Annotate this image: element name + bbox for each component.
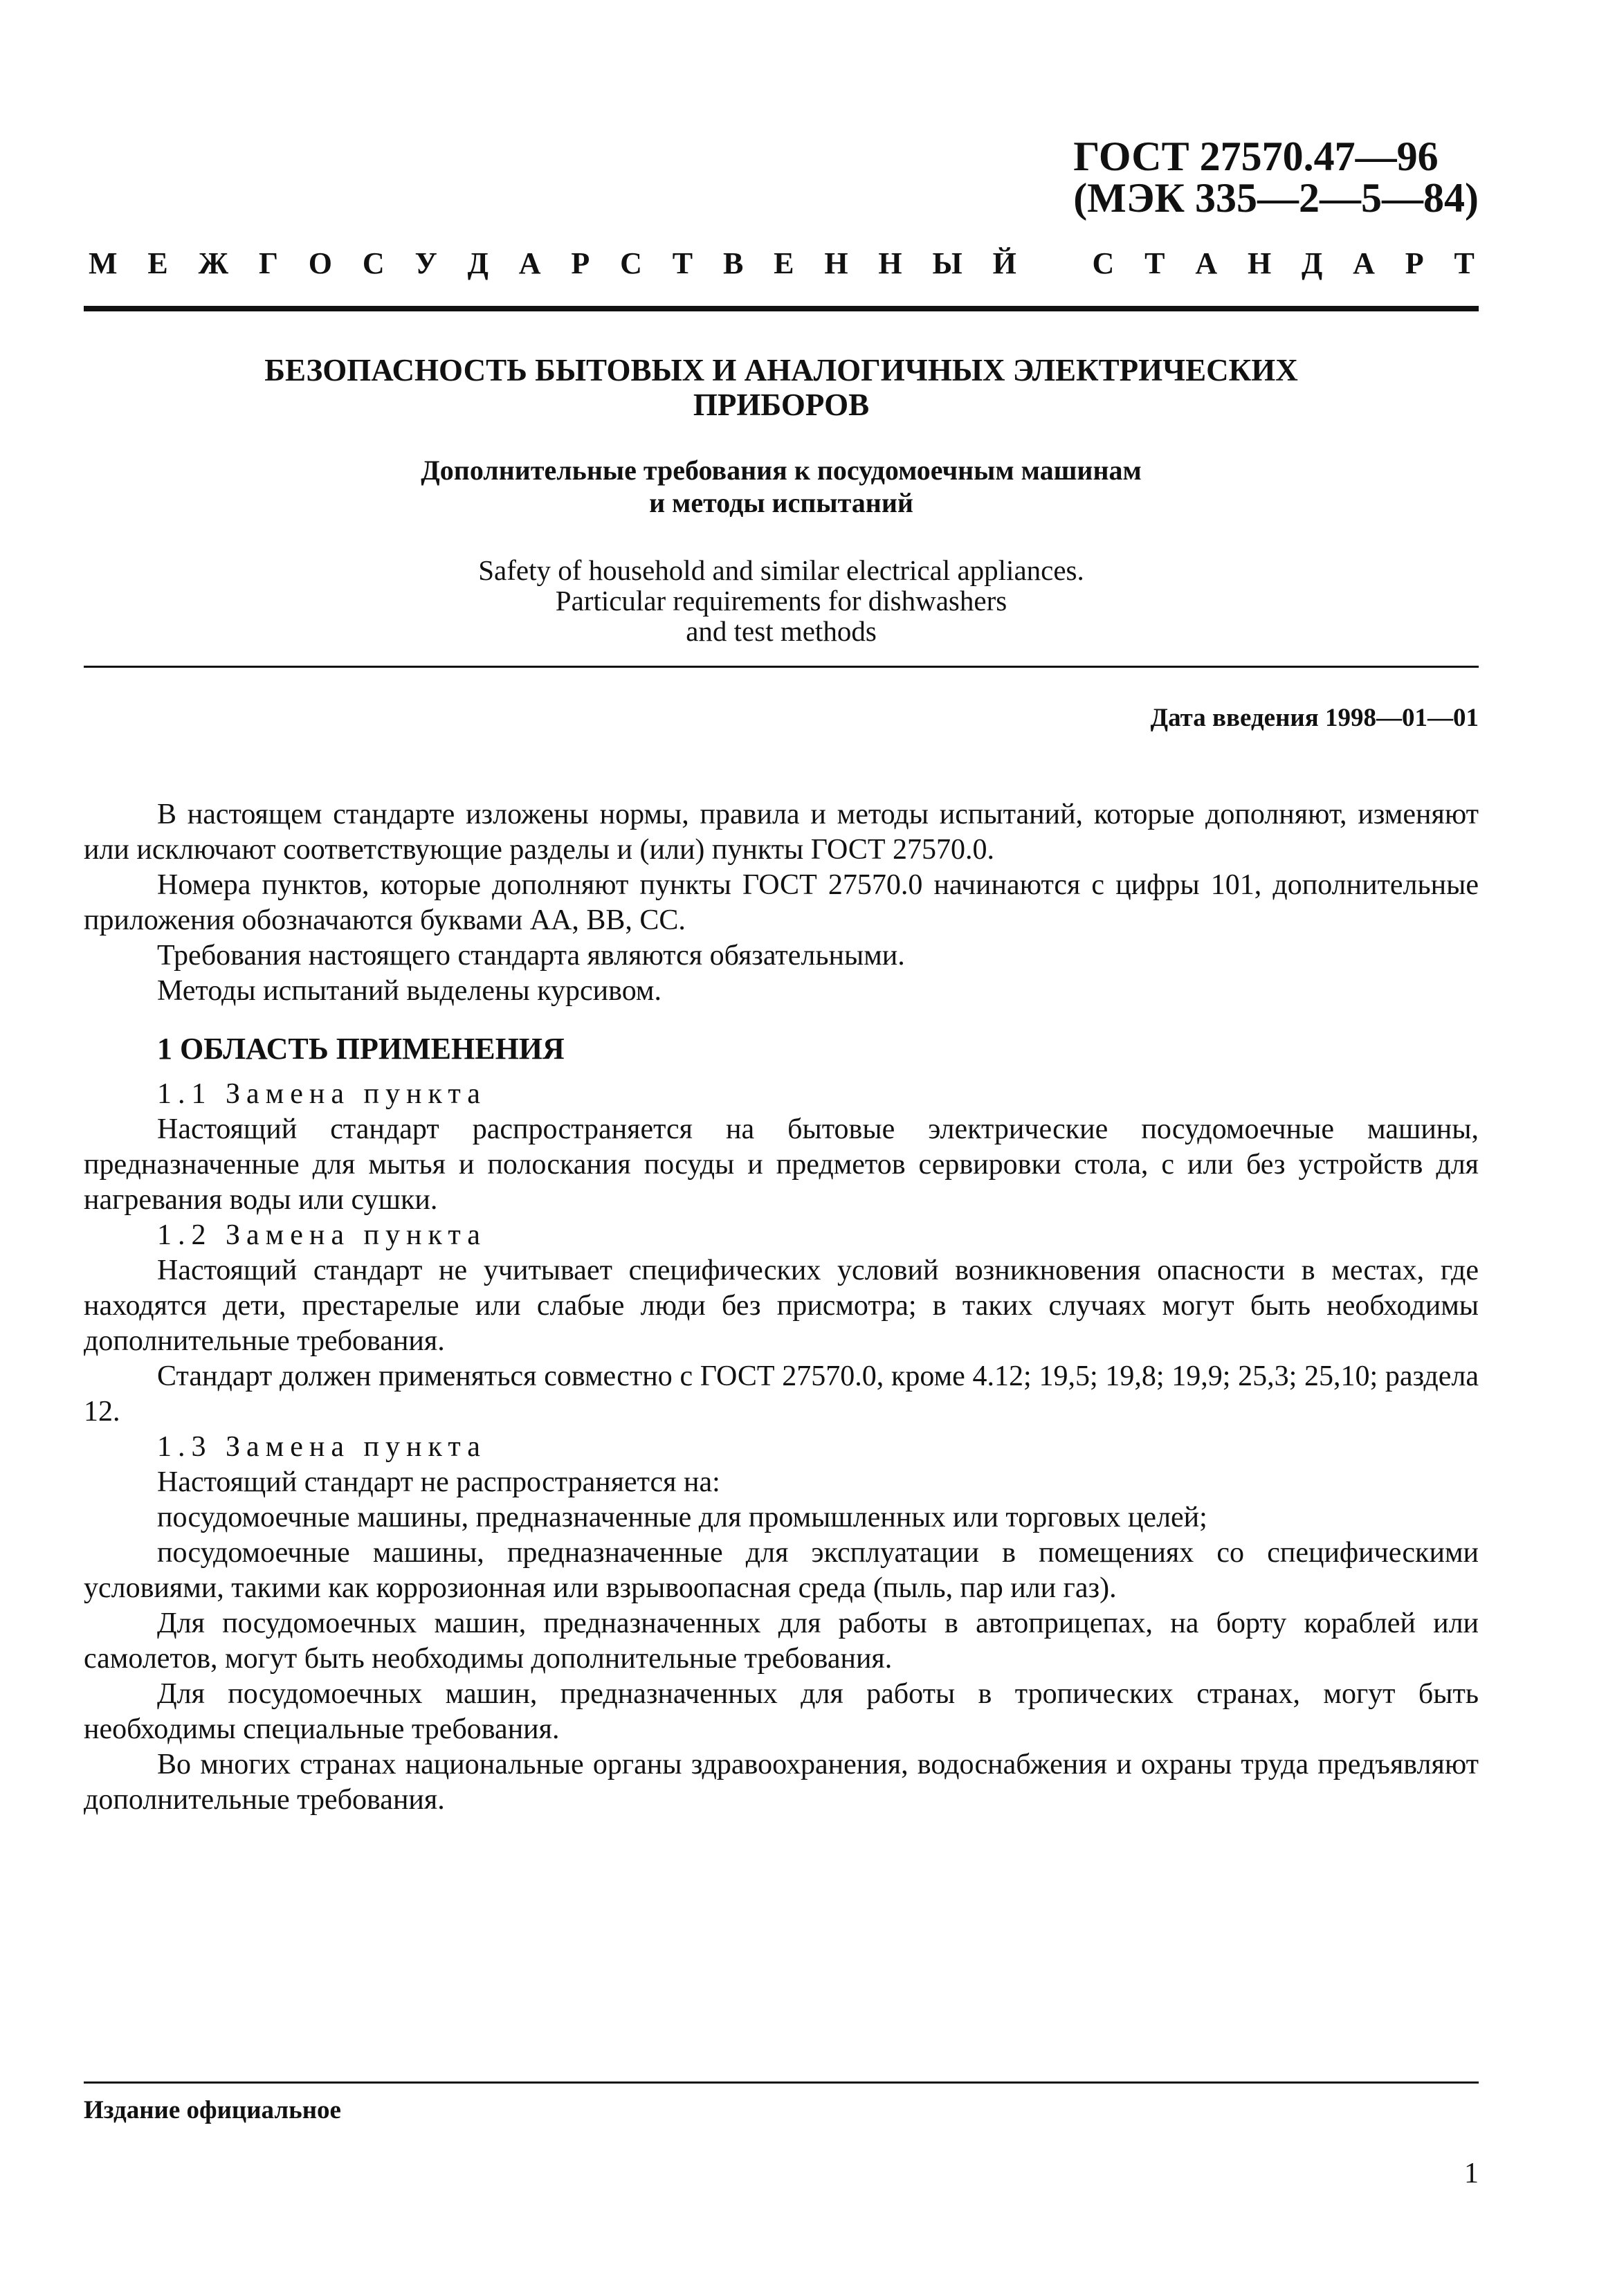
english-title-line1: Safety of household and similar electrical appliances.: [478, 554, 1084, 586]
banner-letter: Р: [571, 246, 590, 280]
clause-paragraph: Для посудомоечных машин, предназначенных для работы в автоприцепах, на борту кораблей или самолетов, могут быть необходимы дополнительные требования.: [84, 1607, 1479, 1675]
banner-letter: Р: [1405, 246, 1424, 280]
spacer: [84, 1067, 1479, 1077]
footer-rule: [84, 2081, 1479, 2084]
clause-paragraph: Во многих странах национальные органы здравоохранения, водоснабжения и охраны труда предъявляют дополнительные требования.: [84, 1749, 1479, 1816]
document-title-line2: ПРИБОРОВ: [693, 388, 870, 422]
banner-letter: У: [414, 246, 437, 280]
banner-letter: Ж: [198, 246, 229, 280]
document-title: [84, 353, 1479, 422]
banner-letter: Е: [774, 246, 794, 280]
clause-title-1-1: 1.1 Замена пункта: [157, 1078, 486, 1110]
standard-code: [1073, 136, 1479, 219]
standard-code-iec: (МЭК 335—2—5—84): [1073, 175, 1479, 221]
spacer: [84, 1009, 1479, 1031]
interstate-standard-banner: [89, 246, 1475, 281]
introduction-date: Дата введения 1998—01—01: [1150, 704, 1479, 732]
document-subtitle-line2: и методы испытаний: [649, 487, 913, 518]
banner-letter: Т: [1144, 246, 1165, 280]
document-subtitle: [84, 454, 1479, 519]
banner-letter: Н: [824, 246, 848, 280]
document-subtitle-line1: Дополнительные требования к посудомоечным машинам: [421, 455, 1142, 486]
intro-paragraph: Методы испытаний выделены курсивом.: [157, 975, 661, 1007]
banner-letter: О: [308, 246, 333, 280]
english-title-line3: and test methods: [686, 615, 877, 647]
clause-paragraph: Настоящий стандарт не распространяется на:: [157, 1466, 720, 1498]
intro-paragraph: В настоящем стандарте изложены нормы, правила и методы испытаний, которые дополняют, изменяют или исключают соответствующие разделы и (или) пункты ГОСТ 27570.0.: [84, 799, 1479, 866]
clause-paragraph: Для посудомоечных машин, предназначенных для работы в тропических странах, могут быть необходимы специальные требования.: [84, 1678, 1479, 1745]
english-title-line2: Particular requirements for dishwashers: [555, 585, 1007, 617]
banner-letter: Н: [878, 246, 902, 280]
title-separator-rule: [84, 666, 1479, 668]
banner-word-gap: [1047, 246, 1062, 281]
standard-code-gost: ГОСТ 27570.47—96: [1073, 134, 1439, 179]
clause-paragraph: Настоящий стандарт не учитывает специфических условий возникновения опасности в местах, где находятся дети, престарелые или слабые люди без присмотра; в таких случаях могут быть необходимы дополнительные требования.: [84, 1255, 1479, 1357]
banner-letter: Д: [1302, 246, 1323, 280]
english-title: [84, 555, 1479, 646]
intro-paragraph: Номера пунктов, которые дополняют пункты ГОСТ 27570.0 начинаются с цифры 101, дополнительные приложения обозначаются буквами АА, ВВ, СС.: [84, 869, 1479, 936]
header-thick-rule: [84, 306, 1479, 311]
banner-letter: В: [722, 246, 744, 280]
banner-letter: Н: [1247, 246, 1272, 280]
banner-letter: А: [518, 246, 541, 280]
banner-letter: С: [1092, 246, 1115, 280]
section-heading: 1 ОБЛАСТЬ ПРИМЕНЕНИЯ: [157, 1032, 565, 1066]
clause-paragraph: посудомоечные машины, предназначенные для промышленных или торговых целей;: [157, 1502, 1207, 1533]
banner-letter: Т: [672, 246, 693, 280]
official-edition-label: Издание официальное: [84, 2096, 341, 2124]
clause-title-1-2: 1.2 Замена пункта: [157, 1219, 486, 1251]
document-title-line1: БЕЗОПАСНОСТЬ БЫТОВЫХ И АНАЛОГИЧНЫХ ЭЛЕКТРИЧЕСКИХ: [264, 353, 1298, 388]
banner-letter: А: [1353, 246, 1375, 280]
clause-paragraph: Стандарт должен применяться совместно с ГОСТ 27570.0, кроме 4.12; 19,5; 19,8; 19,9; 25,3; 25,10; раздела 12.: [84, 1360, 1479, 1428]
clause-paragraph: Настоящий стандарт распространяется на бытовые электрические посудомоечные машины, предназначенные для мытья и полоскания посуды и предметов сервировки стола, с или без устройств для нагревания воды или сушки.: [84, 1113, 1479, 1216]
banner-letter: Е: [147, 246, 168, 280]
banner-letter: А: [1195, 246, 1218, 280]
banner-letter: Г: [258, 246, 278, 280]
intro-paragraph: Требования настоящего стандарта являются обязательными.: [157, 940, 905, 972]
banner-letter: С: [620, 246, 642, 280]
document-body: [84, 797, 1479, 1818]
banner-letter: С: [362, 246, 385, 280]
banner-letter: Д: [467, 246, 489, 280]
banner-letter: Й: [992, 246, 1016, 280]
banner-letter: Т: [1454, 246, 1475, 280]
page-number: 1: [1464, 2158, 1479, 2189]
clause-title-1-3: 1.3 Замена пункта: [157, 1431, 486, 1463]
banner-letter: М: [89, 246, 118, 280]
clause-paragraph: посудомоечные машины, предназначенные для эксплуатации в помещениях со специфическими условиями, такими как коррозионная или взрывоопасная среда (пыль, пар или газ).: [84, 1537, 1479, 1604]
banner-letter: Ы: [932, 246, 962, 280]
